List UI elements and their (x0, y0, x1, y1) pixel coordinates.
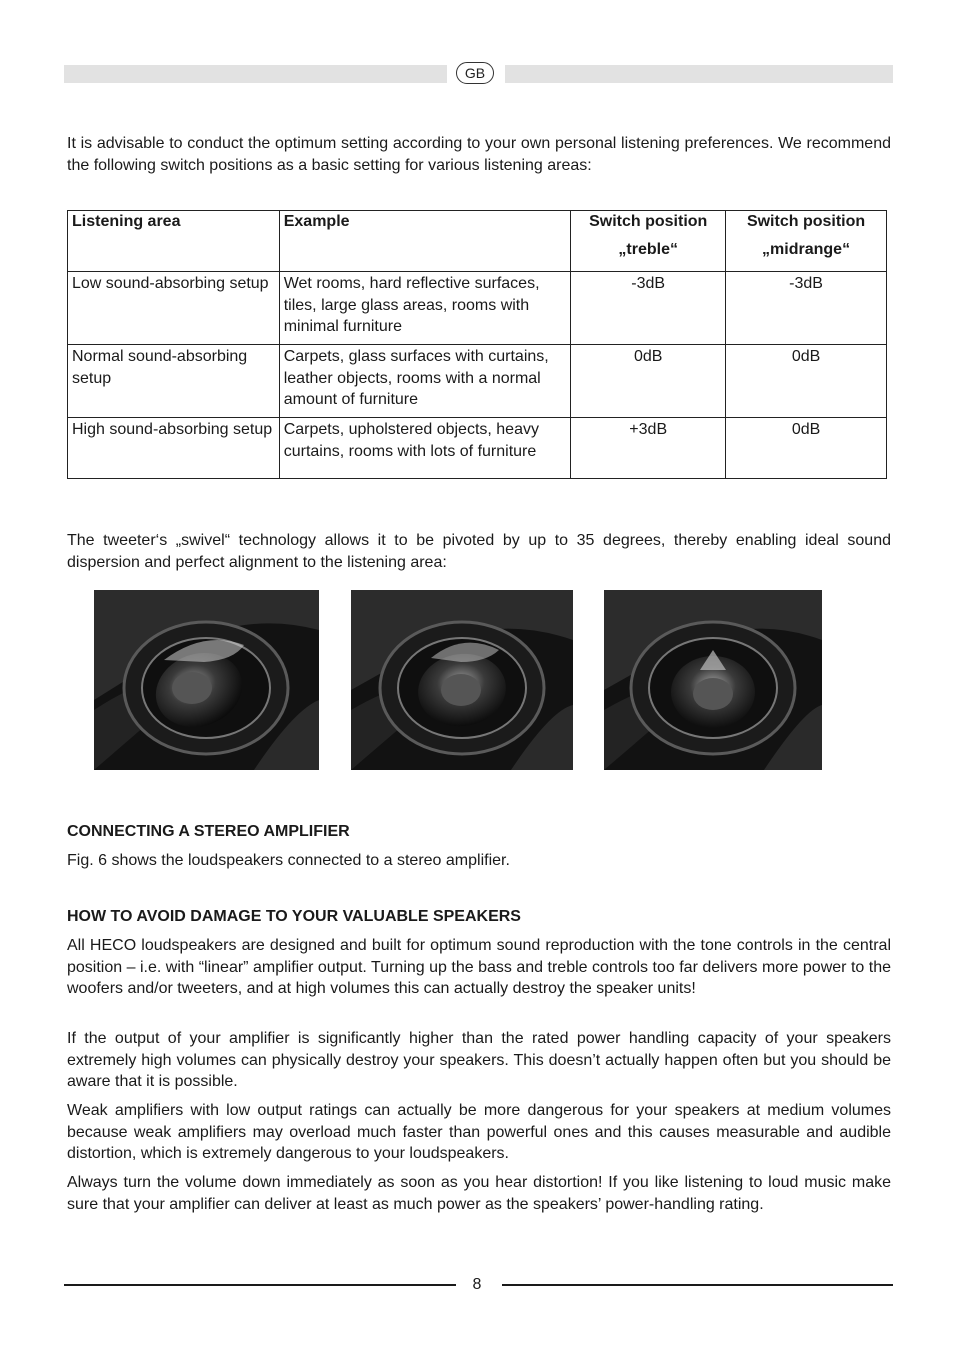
language-badge-label: GB (456, 62, 494, 84)
cell-midrange: -3dB (726, 272, 887, 345)
swivel-paragraph: The tweeter‘s „swivel“ technology allows it to be pivoted by up to 35 degrees, thereby enabling ideal sound dispersion and perfect alignment to the listening area: (67, 532, 891, 571)
page-number: 8 (472, 1276, 482, 1293)
header-midrange-line2: „midrange“ (762, 240, 851, 258)
tweeter-photo-middle (351, 590, 573, 770)
cell-area: Low sound-absorbing setup (68, 272, 280, 345)
cell-treble: -3dB (571, 272, 726, 345)
damage-paragraph-2: If the output of your amplifier is significantly higher than the rated power handling capacity of your speakers extremely high volumes can physically destroy your speakers. This doesn’t actually happen often but you should be aware that it is possible. (67, 1030, 891, 1091)
header-treble-line2: „treble“ (618, 240, 678, 258)
cell-example: Carpets, glass surfaces with curtains, leather objects, rooms with a normal amount of furniture (279, 345, 571, 418)
amplifier-paragraph: Fig. 6 shows the loudspeakers connected to a stereo amplifier. (67, 852, 510, 869)
damage-paragraph-4: Always turn the volume down immediately as soon as you hear distortion! If you like listening to loud music make sure that your amplifier can deliver at least as much power as the speakers’ power-handling rating. (67, 1174, 891, 1213)
damage-paragraph-3: Weak amplifiers with low output ratings can actually be more dangerous for your speakers at medium volumes because weak amplifiers may overload much faster than powerful ones and this causes measurable and audible distortion, which is extremely dangerous to your loudspeakers. (67, 1102, 891, 1163)
footer-rule-right (502, 1284, 893, 1286)
header-midrange (726, 211, 887, 272)
table-row (68, 418, 887, 479)
amplifier-heading: CONNECTING A STEREO AMPLIFIER (67, 823, 350, 840)
switch-settings-table (67, 210, 887, 479)
intro-paragraph: It is advisable to conduct the optimum setting according to your own personal listening preferences. We recommend the following switch positions as a basic setting for various listening areas: (67, 135, 891, 174)
table-header-row (68, 211, 887, 272)
tweeter-photo-left (94, 590, 319, 770)
damage-heading: HOW TO AVOID DAMAGE TO YOUR VALUABLE SPEAKERS (67, 908, 521, 925)
header-example: Example (279, 211, 571, 272)
table-row (68, 345, 887, 418)
cell-treble: 0dB (571, 345, 726, 418)
header-treble-line1: Switch position (589, 213, 708, 230)
footer-rule-left (64, 1284, 456, 1286)
damage-paragraph-1: All HECO loudspeakers are designed and built for optimum sound reproduction with the tone controls in the central position – i.e. with “linear” amplifier output. Turning up the bass and treble controls too far delivers more power to the woofers and/or tweeters, and at high volumes this can actually destroy the speaker units! (67, 937, 891, 998)
cell-area: High sound-absorbing setup (68, 418, 280, 479)
cell-midrange: 0dB (726, 418, 887, 479)
language-badge (447, 59, 505, 87)
cell-area: Normal sound-absorbing setup (68, 345, 280, 418)
cell-example: Wet rooms, hard reflective surfaces, tiles, large glass areas, rooms with minimal furniture (279, 272, 571, 345)
cell-treble: +3dB (571, 418, 726, 479)
header-listening-area: Listening area (68, 211, 280, 272)
header-treble (571, 211, 726, 272)
header-midrange-line1: Switch position (746, 213, 866, 230)
tweeter-photo-right (604, 590, 822, 770)
cell-midrange: 0dB (726, 345, 887, 418)
table-row (68, 272, 887, 345)
cell-example: Carpets, upholstered objects, heavy curtains, rooms with lots of furniture (279, 418, 571, 479)
